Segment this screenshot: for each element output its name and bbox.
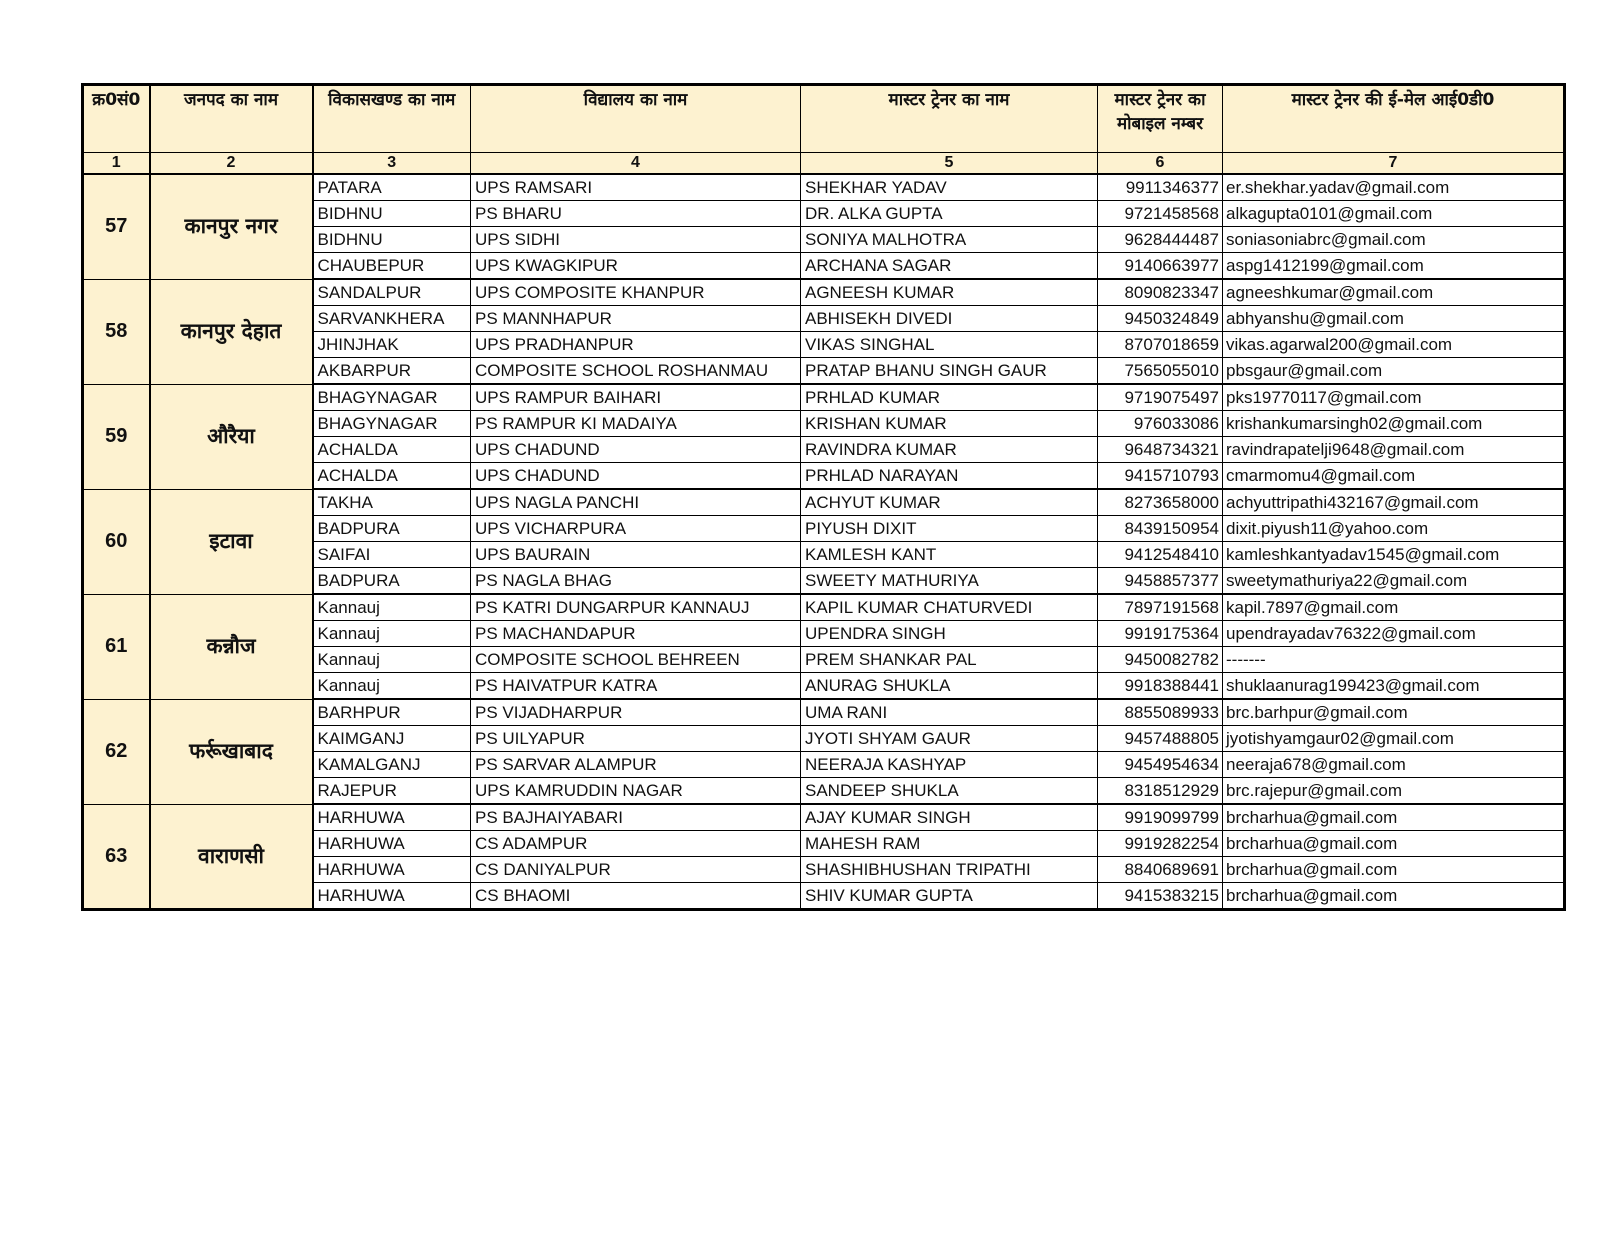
mobile-number-cell: 9919099799 [1098, 804, 1223, 831]
school-name-cell: COMPOSITE SCHOOL BEHREEN [471, 647, 801, 673]
school-name-cell: UPS CHADUND [471, 437, 801, 463]
district-name-cell: कानपुर देहात [150, 279, 313, 384]
email-cell: kamleshkantyadav1545@gmail.com [1223, 542, 1565, 568]
block-name-cell: HARHUWA [313, 831, 471, 857]
school-name-cell: UPS CHADUND [471, 463, 801, 490]
email-cell: brc.rajepur@gmail.com [1223, 778, 1565, 805]
trainer-name-cell: SHASHIBHUSHAN TRIPATHI [801, 857, 1098, 883]
trainer-name-cell: PRHLAD KUMAR [801, 384, 1098, 411]
block-name-cell: TAKHA [313, 489, 471, 516]
district-name-cell: औरैया [150, 384, 313, 489]
district-name-cell: वाराणसी [150, 804, 313, 910]
block-name-cell: BADPURA [313, 516, 471, 542]
trainer-name-cell: UPENDRA SINGH [801, 621, 1098, 647]
email-cell: pbsgaur@gmail.com [1223, 358, 1565, 385]
school-name-cell: CS DANIYALPUR [471, 857, 801, 883]
mobile-number-cell: 9454954634 [1098, 752, 1223, 778]
table-row [83, 279, 1565, 306]
block-name-cell: BADPURA [313, 568, 471, 595]
header-school-name: विद्यालय का नाम [471, 85, 801, 153]
block-name-cell: HARHUWA [313, 857, 471, 883]
district-name-cell: फर्रूखाबाद [150, 699, 313, 804]
district-name-cell: कन्नौज [150, 594, 313, 699]
trainer-name-cell: KAMLESH KANT [801, 542, 1098, 568]
trainer-name-cell: PREM SHANKAR PAL [801, 647, 1098, 673]
block-name-cell: PATARA [313, 174, 471, 201]
district-name-cell: इटावा [150, 489, 313, 594]
mobile-number-cell: 9721458568 [1098, 201, 1223, 227]
block-name-cell: HARHUWA [313, 804, 471, 831]
email-cell: neeraja678@gmail.com [1223, 752, 1565, 778]
school-name-cell: UPS COMPOSITE KHANPUR [471, 279, 801, 306]
serial-number-cell: 57 [83, 174, 150, 279]
mobile-number-cell: 9911346377 [1098, 174, 1223, 201]
mobile-number-cell: 9919282254 [1098, 831, 1223, 857]
email-cell: sweetymathuriya22@gmail.com [1223, 568, 1565, 595]
block-name-cell: Kannauj [313, 647, 471, 673]
header-row [83, 85, 1565, 153]
email-cell: soniasoniabrc@gmail.com [1223, 227, 1565, 253]
serial-number-cell: 59 [83, 384, 150, 489]
school-name-cell: PS KATRI DUNGARPUR KANNAUJ [471, 594, 801, 621]
school-name-cell: PS MACHANDAPUR [471, 621, 801, 647]
block-name-cell: ACHALDA [313, 437, 471, 463]
block-name-cell: BARHPUR [313, 699, 471, 726]
table-row [83, 489, 1565, 516]
school-name-cell: UPS RAMSARI [471, 174, 801, 201]
school-name-cell: PS NAGLA BHAG [471, 568, 801, 595]
table-body [83, 174, 1565, 910]
mobile-number-cell: 8707018659 [1098, 332, 1223, 358]
table-row [83, 174, 1565, 201]
header-trainer-mobile: मास्टर ट्रेनर का मोबाइल नम्बर [1098, 85, 1223, 153]
email-cell: pks19770117@gmail.com [1223, 384, 1565, 411]
trainer-name-cell: VIKAS SINGHAL [801, 332, 1098, 358]
mobile-number-cell: 8090823347 [1098, 279, 1223, 306]
table-row [83, 699, 1565, 726]
table-row [83, 594, 1565, 621]
block-name-cell: SAIFAI [313, 542, 471, 568]
mobile-number-cell: 9415710793 [1098, 463, 1223, 490]
block-name-cell: RAJEPUR [313, 778, 471, 805]
email-cell: jyotishyamgaur02@gmail.com [1223, 726, 1565, 752]
column-number: 7 [1223, 153, 1565, 175]
trainer-name-cell: NEERAJA KASHYAP [801, 752, 1098, 778]
email-cell: ------- [1223, 647, 1565, 673]
block-name-cell: Kannauj [313, 594, 471, 621]
school-name-cell: PS HAIVATPUR KATRA [471, 673, 801, 700]
mobile-number-cell: 9628444487 [1098, 227, 1223, 253]
school-name-cell: PS MANNHAPUR [471, 306, 801, 332]
mobile-number-cell: 8318512929 [1098, 778, 1223, 805]
header-district-name: जनपद का नाम [150, 85, 313, 153]
mobile-number-cell: 976033086 [1098, 411, 1223, 437]
school-name-cell: PS UILYAPUR [471, 726, 801, 752]
mobile-number-cell: 9719075497 [1098, 384, 1223, 411]
school-name-cell: UPS SIDHI [471, 227, 801, 253]
block-name-cell: BHAGYNAGAR [313, 384, 471, 411]
school-name-cell: UPS BAURAIN [471, 542, 801, 568]
trainer-name-cell: ARCHANA SAGAR [801, 253, 1098, 280]
trainer-name-cell: PIYUSH DIXIT [801, 516, 1098, 542]
school-name-cell: PS RAMPUR KI MADAIYA [471, 411, 801, 437]
email-cell: vikas.agarwal200@gmail.com [1223, 332, 1565, 358]
block-name-cell: ACHALDA [313, 463, 471, 490]
email-cell: upendrayadav76322@gmail.com [1223, 621, 1565, 647]
trainer-name-cell: PRATAP BHANU SINGH GAUR [801, 358, 1098, 385]
trainer-name-cell: KAPIL KUMAR CHATURVEDI [801, 594, 1098, 621]
trainer-name-cell: KRISHAN KUMAR [801, 411, 1098, 437]
email-cell: abhyanshu@gmail.com [1223, 306, 1565, 332]
trainer-name-cell: PRHLAD NARAYAN [801, 463, 1098, 490]
trainer-name-cell: AGNEESH KUMAR [801, 279, 1098, 306]
email-cell: kapil.7897@gmail.com [1223, 594, 1565, 621]
email-cell: brcharhua@gmail.com [1223, 857, 1565, 883]
email-cell: cmarmomu4@gmail.com [1223, 463, 1565, 490]
block-name-cell: BIDHNU [313, 227, 471, 253]
mobile-number-cell: 9412548410 [1098, 542, 1223, 568]
trainer-name-cell: AJAY KUMAR SINGH [801, 804, 1098, 831]
header-trainer-name: मास्टर ट्रेनर का नाम [801, 85, 1098, 153]
school-name-cell: PS BAJHAIYABARI [471, 804, 801, 831]
column-number: 6 [1098, 153, 1223, 175]
email-cell: ravindrapatelji9648@gmail.com [1223, 437, 1565, 463]
email-cell: alkagupta0101@gmail.com [1223, 201, 1565, 227]
block-name-cell: HARHUWA [313, 883, 471, 910]
block-name-cell: JHINJHAK [313, 332, 471, 358]
block-name-cell: KAMALGANJ [313, 752, 471, 778]
mobile-number-cell: 9450082782 [1098, 647, 1223, 673]
trainer-name-cell: MAHESH RAM [801, 831, 1098, 857]
mobile-number-cell: 9415383215 [1098, 883, 1223, 910]
email-cell: aspg1412199@gmail.com [1223, 253, 1565, 280]
serial-number-cell: 61 [83, 594, 150, 699]
mobile-number-cell: 8840689691 [1098, 857, 1223, 883]
school-name-cell: PS SARVAR ALAMPUR [471, 752, 801, 778]
column-number: 2 [150, 153, 313, 175]
school-name-cell: UPS KWAGKIPUR [471, 253, 801, 280]
serial-number-cell: 62 [83, 699, 150, 804]
school-name-cell: UPS NAGLA PANCHI [471, 489, 801, 516]
email-cell: brcharhua@gmail.com [1223, 831, 1565, 857]
email-cell: brc.barhpur@gmail.com [1223, 699, 1565, 726]
column-number: 1 [83, 153, 150, 175]
block-name-cell: Kannauj [313, 673, 471, 700]
school-name-cell: PS BHARU [471, 201, 801, 227]
email-cell: krishankumarsingh02@gmail.com [1223, 411, 1565, 437]
school-name-cell: UPS VICHARPURA [471, 516, 801, 542]
block-name-cell: BIDHNU [313, 201, 471, 227]
trainer-name-cell: SONIYA MALHOTRA [801, 227, 1098, 253]
table-row [83, 384, 1565, 411]
mobile-number-cell: 9450324849 [1098, 306, 1223, 332]
column-number: 5 [801, 153, 1098, 175]
school-name-cell: COMPOSITE SCHOOL ROSHANMAU [471, 358, 801, 385]
email-cell: er.shekhar.yadav@gmail.com [1223, 174, 1565, 201]
mobile-number-cell: 9919175364 [1098, 621, 1223, 647]
email-cell: achyuttripathi432167@gmail.com [1223, 489, 1565, 516]
serial-number-cell: 60 [83, 489, 150, 594]
mobile-number-cell: 8855089933 [1098, 699, 1223, 726]
trainer-name-cell: DR. ALKA GUPTA [801, 201, 1098, 227]
table-row [83, 804, 1565, 831]
trainer-name-cell: JYOTI SHYAM GAUR [801, 726, 1098, 752]
header-trainer-email: मास्टर ट्रेनर की ई-मेल आई0डी0 [1223, 85, 1565, 153]
trainer-name-cell: ACHYUT KUMAR [801, 489, 1098, 516]
trainer-name-cell: ABHISEKH DIVEDI [801, 306, 1098, 332]
trainer-name-cell: RAVINDRA KUMAR [801, 437, 1098, 463]
block-name-cell: Kannauj [313, 621, 471, 647]
column-number: 3 [313, 153, 471, 175]
mobile-number-cell: 9140663977 [1098, 253, 1223, 280]
block-name-cell: AKBARPUR [313, 358, 471, 385]
email-cell: shuklaanurag199423@gmail.com [1223, 673, 1565, 700]
trainer-name-cell: SANDEEP SHUKLA [801, 778, 1098, 805]
school-name-cell: UPS KAMRUDDIN NAGAR [471, 778, 801, 805]
header-serial-number: क्र0सं0 [83, 85, 150, 153]
block-name-cell: SANDALPUR [313, 279, 471, 306]
trainer-name-cell: SHEKHAR YADAV [801, 174, 1098, 201]
school-name-cell: CS BHAOMI [471, 883, 801, 910]
mobile-number-cell: 8439150954 [1098, 516, 1223, 542]
mobile-number-cell: 7897191568 [1098, 594, 1223, 621]
trainer-name-cell: ANURAG SHUKLA [801, 673, 1098, 700]
email-cell: agneeshkumar@gmail.com [1223, 279, 1565, 306]
serial-number-cell: 58 [83, 279, 150, 384]
block-name-cell: BHAGYNAGAR [313, 411, 471, 437]
trainer-name-cell: UMA RANI [801, 699, 1098, 726]
mobile-number-cell: 7565055010 [1098, 358, 1223, 385]
block-name-cell: KAIMGANJ [313, 726, 471, 752]
block-name-cell: SARVANKHERA [313, 306, 471, 332]
district-name-cell: कानपुर नगर [150, 174, 313, 279]
mobile-number-cell: 9918388441 [1098, 673, 1223, 700]
column-number: 4 [471, 153, 801, 175]
school-name-cell: PS VIJADHARPUR [471, 699, 801, 726]
master-trainer-table [81, 83, 1566, 911]
mobile-number-cell: 9457488805 [1098, 726, 1223, 752]
column-number-row [83, 153, 1565, 175]
school-name-cell: UPS PRADHANPUR [471, 332, 801, 358]
school-name-cell: CS ADAMPUR [471, 831, 801, 857]
mobile-number-cell: 9458857377 [1098, 568, 1223, 595]
block-name-cell: CHAUBEPUR [313, 253, 471, 280]
email-cell: brcharhua@gmail.com [1223, 883, 1565, 910]
school-name-cell: UPS RAMPUR BAIHARI [471, 384, 801, 411]
serial-number-cell: 63 [83, 804, 150, 910]
email-cell: dixit.piyush11@yahoo.com [1223, 516, 1565, 542]
mobile-number-cell: 9648734321 [1098, 437, 1223, 463]
email-cell: brcharhua@gmail.com [1223, 804, 1565, 831]
header-block-name: विकासखण्ड का नाम [313, 85, 471, 153]
trainer-name-cell: SWEETY MATHURIYA [801, 568, 1098, 595]
trainer-name-cell: SHIV KUMAR GUPTA [801, 883, 1098, 910]
mobile-number-cell: 8273658000 [1098, 489, 1223, 516]
table-header [83, 85, 1565, 175]
